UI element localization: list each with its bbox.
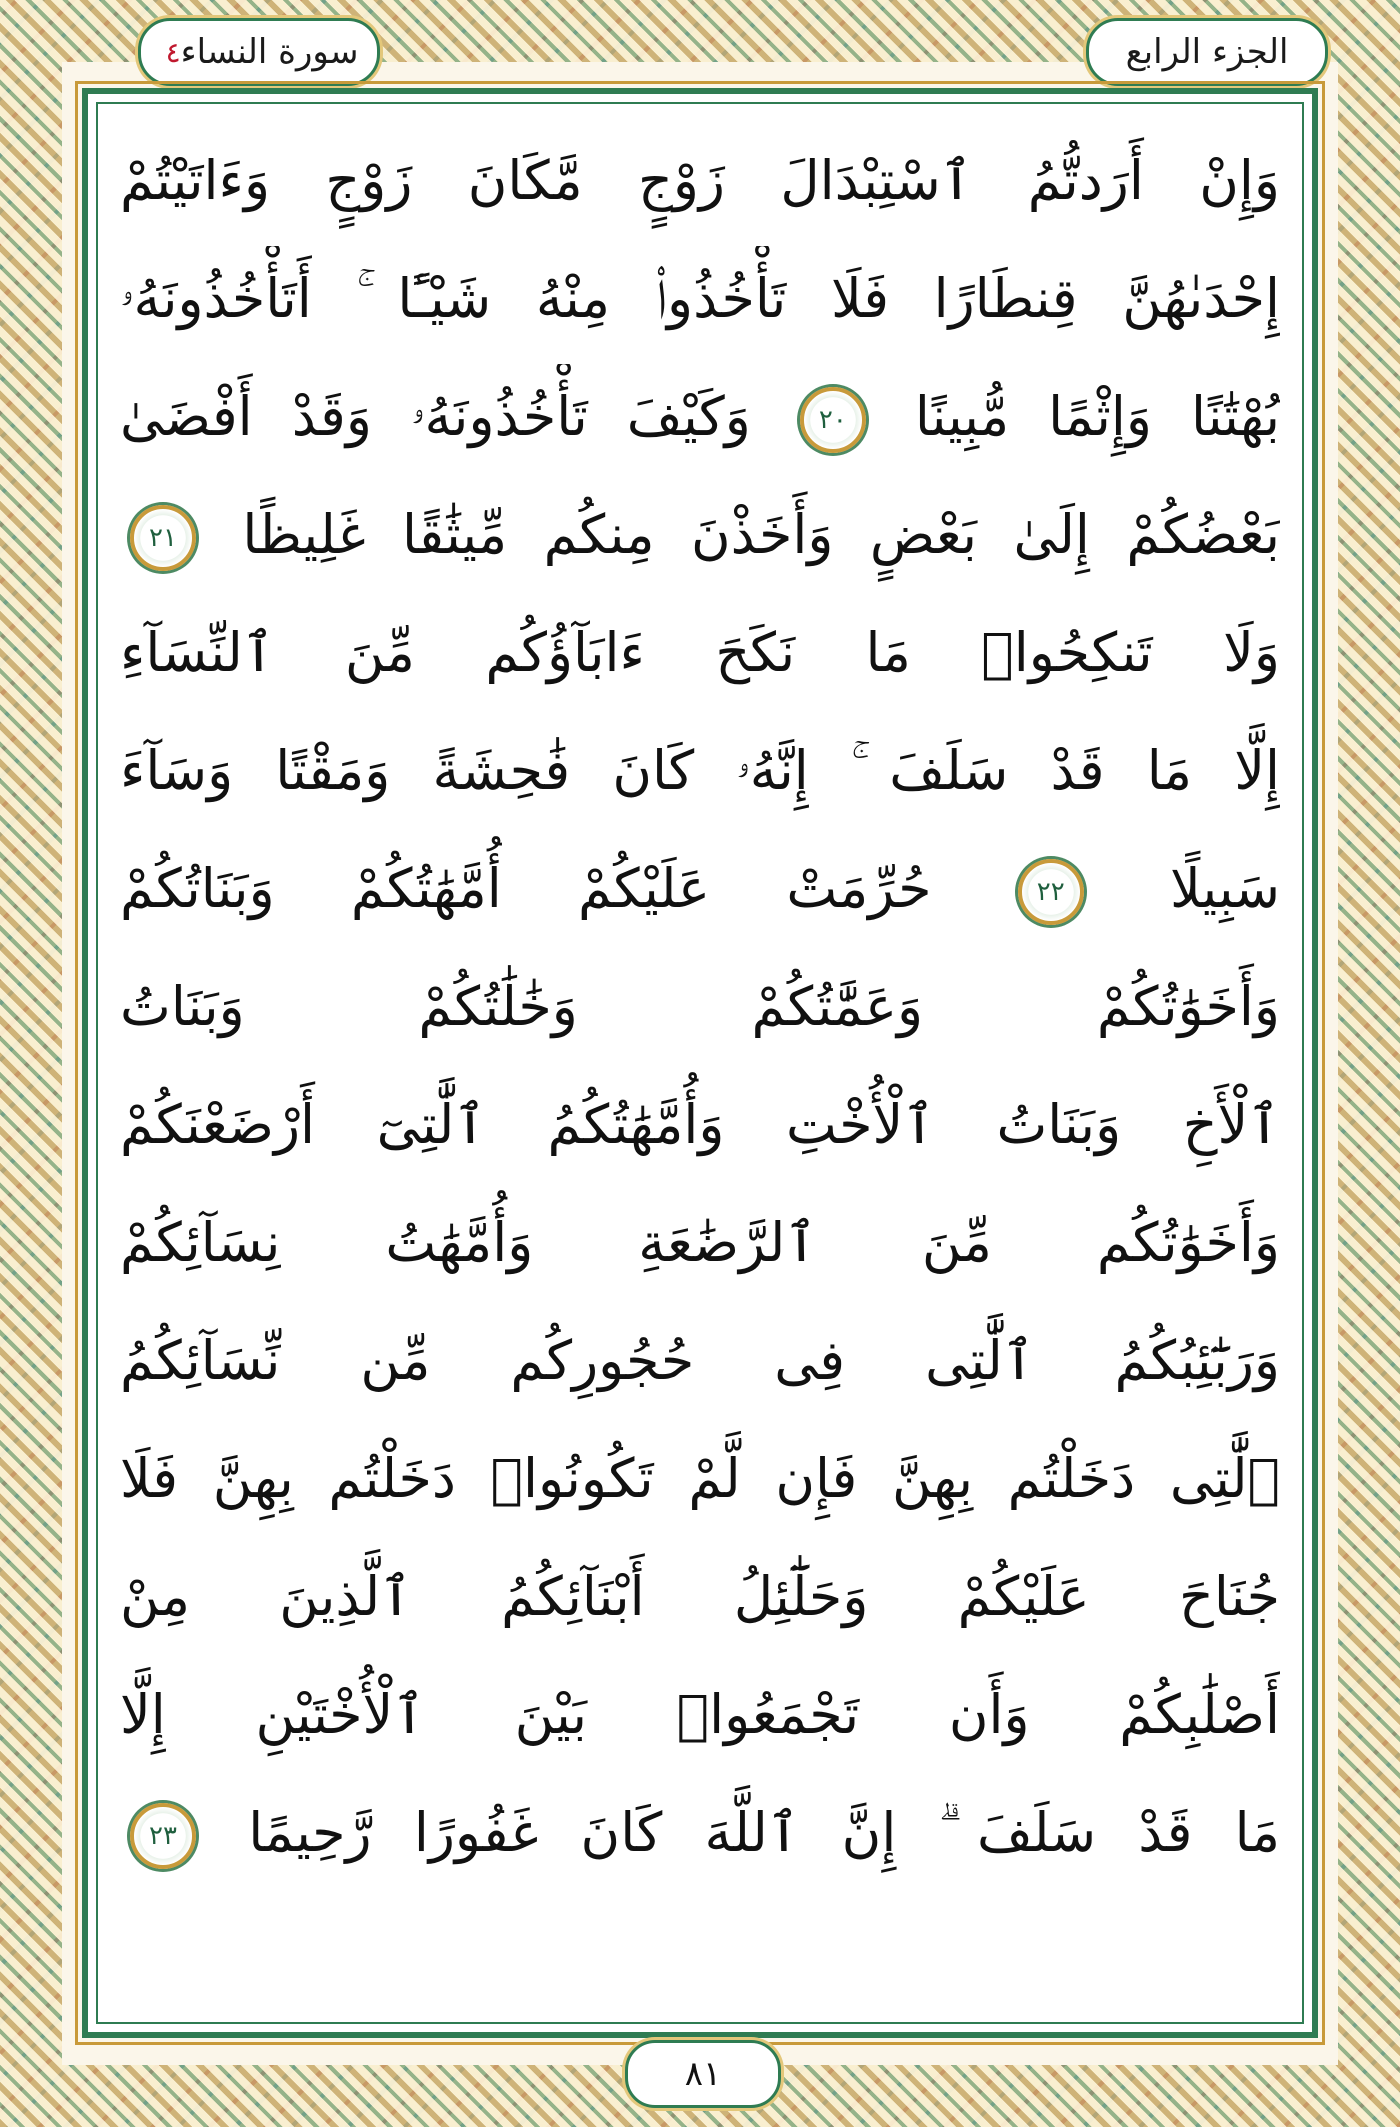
- verse-text: بُهْتَٰنًا وَإِثْمًا مُّبِينًا: [914, 385, 1280, 448]
- verse-text: حُرِّمَتْ عَلَيْكُمْ أُمَّهَٰتُكُمْ وَبَنَاتُكُمْ: [120, 857, 932, 920]
- text-line: [120, 600, 1280, 706]
- text-line: [120, 1072, 1280, 1178]
- verse-text: ٱلْأَخِ وَبَنَاتُ ٱلْأُخْتِ وَأُمَّهَٰتُكُمُ ٱلَّٰتِىٓ أَرْضَعْنَكُمْ: [120, 1093, 1280, 1156]
- text-line: [120, 1662, 1280, 1768]
- verse-text: وَرَبَٰٓئِبُكُمُ ٱلَّٰتِى فِى حُجُورِكُم مِّن نِّسَآئِكُمُ: [120, 1329, 1280, 1392]
- surah-number: ٤: [165, 35, 181, 69]
- verse-text: وَكَيْفَ تَأْخُذُونَهُۥ وَقَدْ أَفْضَىٰ: [120, 385, 751, 448]
- verse-text: وَأَخَوَٰتُكُم مِّنَ ٱلرَّضَٰعَةِ وَأُمَّهَٰتُ نِسَآئِكُمْ: [120, 1211, 1280, 1274]
- ayah-number-marker: ٢١: [130, 505, 196, 571]
- ayah-number-marker: ٢٢: [1018, 859, 1084, 925]
- verse-text: مَا قَدْ سَلَفَ ۗ إِنَّ ٱللَّهَ كَانَ غَفُورًا رَّحِيمًا: [248, 1801, 1280, 1864]
- text-line: [120, 1426, 1280, 1532]
- text-line: [120, 1780, 1280, 1886]
- surah-cartouche: [138, 18, 380, 86]
- verse-text: بَعْضُكُمْ إِلَىٰ بَعْضٍ وَأَخَذْنَ مِنكُم مِّيثَٰقًا غَلِيظًا: [242, 503, 1280, 566]
- verse-text: إِحْدَىٰهُنَّ قِنطَارًا فَلَا تَأْخُذُوا۟ مِنْهُ شَيْـًٔا ۚ أَتَأْخُذُونَهُۥ: [120, 267, 1280, 330]
- page-number-label: ٨١: [684, 2054, 722, 2094]
- verse-text: وَلَا تَنكِحُوا۟ مَا نَكَحَ ءَابَآؤُكُم مِّنَ ٱلنِّسَآءِ: [120, 621, 1280, 684]
- verse-text: جُنَاحَ عَلَيْكُمْ وَحَلَٰٓئِلُ أَبْنَآئِكُمُ ٱلَّذِينَ مِنْ: [120, 1565, 1280, 1628]
- text-line: [120, 482, 1280, 588]
- ayah-number-marker: ٢٣: [130, 1803, 196, 1869]
- surah-label: سورة النساء: [180, 32, 359, 72]
- text-line: [120, 954, 1280, 1060]
- text-line: [120, 718, 1280, 824]
- ayah-number-marker: ٢٠: [800, 387, 866, 453]
- verse-text: ٱلَّٰتِى دَخَلْتُم بِهِنَّ فَإِن لَّمْ تَكُونُوا۟ دَخَلْتُم بِهِنَّ فَلَا: [120, 1447, 1280, 1510]
- verse-text: سَبِيلًا: [1169, 857, 1280, 920]
- text-line: [120, 364, 1280, 470]
- text-line: [120, 836, 1280, 942]
- text-line: [120, 1308, 1280, 1414]
- verse-text: وَأَخَوَٰتُكُمْ وَعَمَّٰتُكُمْ وَخَٰلَٰتُكُمْ وَبَنَاتُ: [120, 975, 1280, 1038]
- text-line: [120, 1544, 1280, 1650]
- verse-text: وَإِنْ أَرَدتُّمُ ٱسْتِبْدَالَ زَوْجٍ مَّكَانَ زَوْجٍ وَءَاتَيْتُمْ: [120, 149, 1280, 212]
- text-line: [120, 246, 1280, 352]
- page-number: [625, 2040, 781, 2108]
- juz-cartouche: [1086, 18, 1328, 86]
- quran-text: [120, 128, 1280, 2008]
- text-line: [120, 1190, 1280, 1296]
- verse-text: إِلَّا مَا قَدْ سَلَفَ ۚ إِنَّهُۥ كَانَ فَٰحِشَةً وَمَقْتًا وَسَآءَ: [120, 739, 1280, 802]
- verse-text: أَصْلَٰبِكُمْ وَأَن تَجْمَعُوا۟ بَيْنَ ٱلْأُخْتَيْنِ إِلَّا: [120, 1683, 1280, 1746]
- juz-label: الجزء الرابع: [1125, 32, 1289, 72]
- text-line: [120, 128, 1280, 234]
